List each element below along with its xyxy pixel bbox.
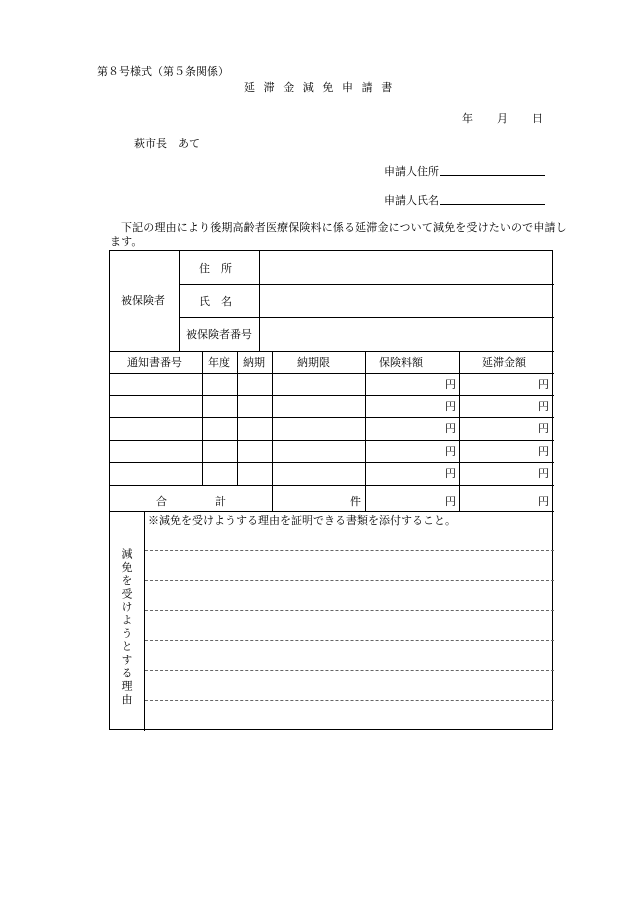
- header-premium: 保険料額: [379, 356, 423, 369]
- insured-group-label: 被保険者: [121, 294, 165, 307]
- row-5-premium-yen: 円: [445, 467, 456, 480]
- date-year[interactable]: 年: [462, 112, 473, 125]
- insured-name-label: 氏 名: [199, 295, 232, 308]
- applicant-address-line[interactable]: [440, 164, 545, 176]
- header-late-fee: 延滞金額: [482, 356, 526, 369]
- insured-address-input[interactable]: [260, 252, 553, 284]
- row-2-late-fee-yen: 円: [538, 400, 549, 413]
- row-3-premium-yen: 円: [445, 422, 456, 435]
- applicant-name-label: 申請人氏名: [384, 194, 439, 207]
- application-form-table: [109, 250, 553, 730]
- row-1-late-fee-yen: 円: [538, 378, 549, 391]
- total-label-2: 計: [215, 495, 226, 508]
- insured-number-label: 被保険者番号: [186, 328, 252, 341]
- document-title: 延滞金減免申請書: [244, 81, 401, 94]
- total-premium-yen: 円: [445, 495, 456, 508]
- reason-note: ※減免を受けようする理由を証明できる書類を添付すること。: [148, 514, 456, 527]
- header-installment: 納期: [243, 356, 265, 369]
- applicant-address-label: 申請人住所: [384, 165, 439, 178]
- total-count-unit: 件: [350, 495, 361, 508]
- header-notice-number: 通知書番号: [127, 356, 182, 369]
- insured-number-input[interactable]: [260, 318, 553, 351]
- row-1-premium-yen: 円: [445, 378, 456, 391]
- applicant-name-line[interactable]: [440, 193, 545, 205]
- row-3-late-fee-yen: 円: [538, 422, 549, 435]
- row-4-late-fee-yen: 円: [538, 445, 549, 458]
- applicant-name-field[interactable]: [384, 193, 545, 206]
- header-fiscal-year: 年度: [208, 356, 230, 369]
- reason-label: 減免を受けようとする理由: [120, 548, 133, 707]
- reason-input-area[interactable]: [145, 531, 553, 730]
- row-4-premium-yen: 円: [445, 445, 456, 458]
- body-text: 下記の理由により後期高齢者医療保険料に係る延滞金について減免を受けたいので申請します。: [110, 221, 567, 248]
- insured-name-input[interactable]: [260, 285, 553, 317]
- total-late-fee-yen: 円: [538, 495, 549, 508]
- header-due-date: 納期限: [297, 356, 330, 369]
- row-5-late-fee-yen: 円: [538, 467, 549, 480]
- insured-address-label: 住 所: [199, 262, 232, 275]
- date-day[interactable]: 日: [532, 112, 543, 125]
- recipient: 萩市長 あて: [134, 137, 200, 150]
- total-label-1: 合: [156, 495, 167, 508]
- row-2-premium-yen: 円: [445, 400, 456, 413]
- date-month[interactable]: 月: [497, 112, 508, 125]
- form-number: 第８号様式（第５条関係）: [97, 65, 229, 78]
- applicant-address-field[interactable]: [384, 164, 545, 177]
